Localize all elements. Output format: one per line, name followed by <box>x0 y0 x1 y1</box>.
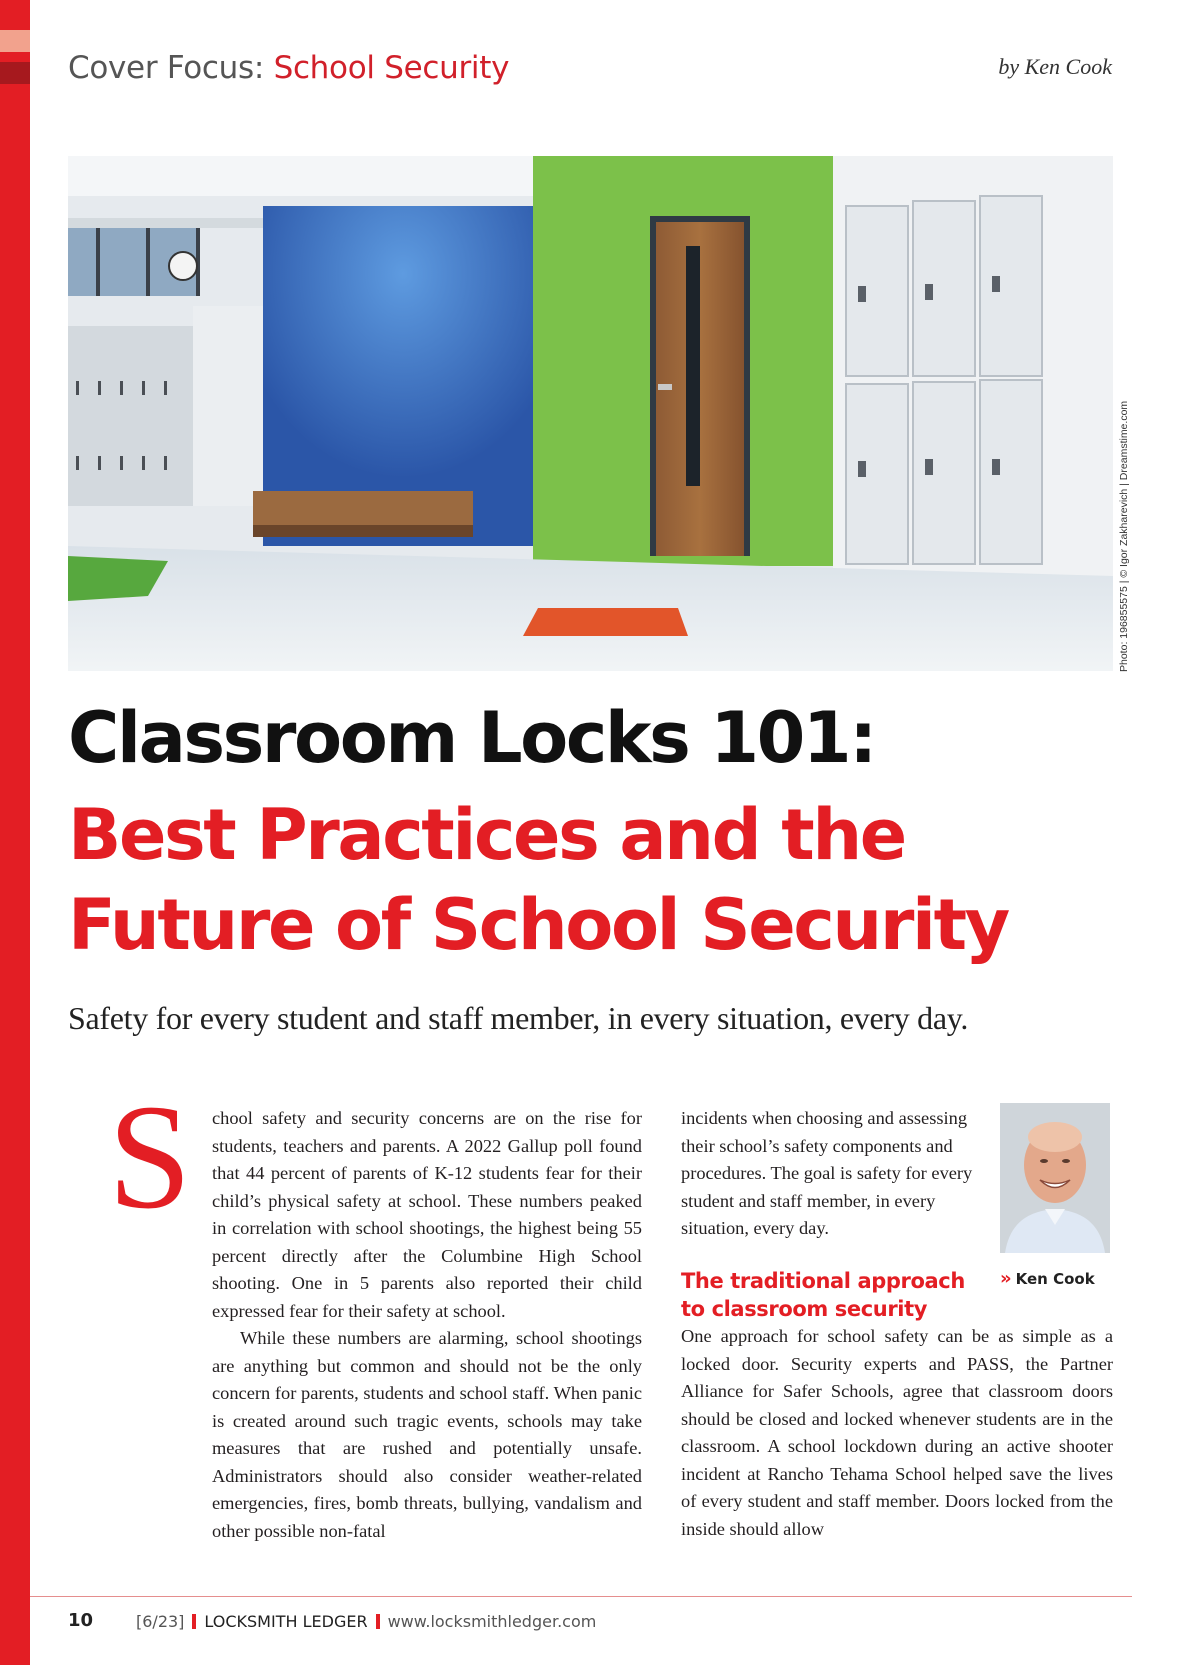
headline-line-2: Best Practices and the <box>68 794 905 876</box>
section-subhead <box>681 1267 965 1323</box>
drop-cap: S <box>108 1074 192 1240</box>
deck-subtitle: Safety for every student and staff member, in every situation, every day. <box>68 1000 969 1036</box>
footer-info <box>136 1612 596 1631</box>
author-name: Ken Cook <box>1015 1270 1095 1288</box>
article-paragraph-4: One approach for school safety can be as simple as a locked door. Security experts and PASS, the Partner Alliance for Safer Schools, agree that classroom doors should be closed and locked whenever students are in the classroom. A school lockdown during an active shooter incident at Rancho Tehama School helped save the lives of every student and staff member. Doors locked from the inside should allow <box>681 1326 1113 1539</box>
byline: by Ken Cook <box>998 54 1112 79</box>
section-topic: School Security <box>273 50 510 86</box>
footer-url: www.locksmithledger.com <box>387 1612 597 1631</box>
accent-swatch-dark <box>0 62 30 84</box>
accent-swatch-light <box>0 30 30 52</box>
subhead-line-1: The traditional approach <box>681 1269 965 1293</box>
article-paragraph-2: While these numbers are alarming, school shootings are anything but common and should not be the only concern for parents, students and school staff. When panic is created around such tragic events, schools may take measures that are rushed and potentially unsafe. Administrators should also consider weather-related emergencies, fires, bomb threats, bullying, vandalism and other possible non-fatal <box>212 1328 642 1541</box>
article-paragraph-3: incidents when choosing and assessing their school’s safety components and procedures. The goal is safety for every student and staff member, in every situation, every day. <box>681 1108 973 1238</box>
headline-line-3: Future of School Security <box>68 884 1008 966</box>
section-header <box>68 50 509 86</box>
article-column-2 <box>681 1323 1113 1543</box>
author-portrait-caption <box>1000 1268 1095 1289</box>
section-prefix: Cover Focus: <box>68 50 274 86</box>
footer-separator <box>192 1614 196 1629</box>
footer-divider <box>30 1596 1132 1597</box>
footer-magazine: LOCKSMITH LEDGER <box>204 1612 368 1631</box>
hero-photo-school-hallway <box>68 156 1113 671</box>
chevron-icon: » <box>1000 1268 1012 1289</box>
article-column-1 <box>212 1105 642 1545</box>
footer-separator <box>376 1614 380 1629</box>
author-portrait <box>1000 1103 1110 1253</box>
left-accent-bar <box>0 0 30 1665</box>
article-paragraph-1: chool safety and security concerns are on the rise for students, teachers and parents. A 2022 Gallup poll found that 44 percent of parents of K-12 students fear for their child’s physical safety at school. These numbers peaked in correlation with school shootings, the highest being 55 percent directly after the Columbine High School shooting. One in 5 parents also reported their child expressed fear for their safety at school. <box>212 1108 642 1321</box>
page-number: 10 <box>68 1610 94 1631</box>
footer-issue: [6/23] <box>136 1612 185 1631</box>
photo-credit: Photo: 196855575 | © Igor Zakharevich | Dreamstime.com <box>1118 400 1130 672</box>
headline-line-1: Classroom Locks 101: <box>68 697 875 779</box>
subhead-line-2: to classroom security <box>681 1297 928 1321</box>
article-column-2-top <box>681 1105 981 1243</box>
